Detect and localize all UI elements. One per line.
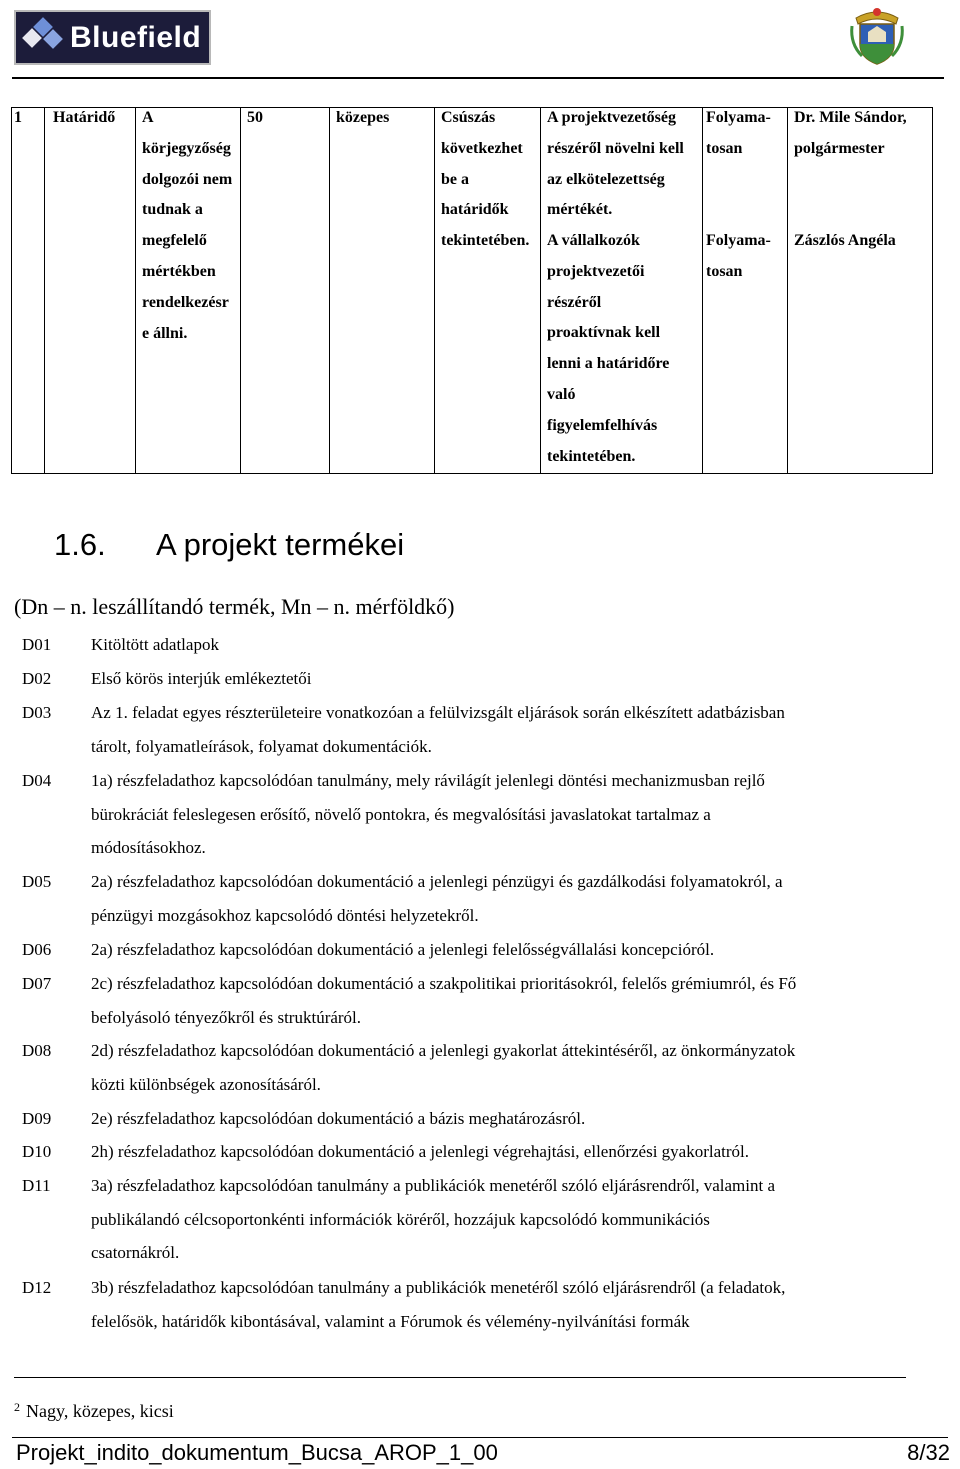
- deliverable-line: Az 1. feladat egyes részterületeire vonatkozóan a felülvizsgált eljárások során elkészített adatbázisban: [91, 703, 785, 722]
- bluefield-logo: [14, 10, 211, 65]
- footer-page-number: 8/32: [907, 1440, 950, 1465]
- risk-category: [53, 103, 115, 134]
- cell-line: Zászlós Angéla: [794, 232, 896, 249]
- cell-line: A vállalkozók: [547, 232, 640, 249]
- deliverable-line: közti különbségek azonosításáról.: [91, 1074, 321, 1094]
- deliverable-line: befolyásoló tényezőkről és struktúráról.: [91, 1007, 362, 1027]
- deliverable-code: D03: [22, 703, 52, 722]
- table-column-divider: [44, 107, 45, 474]
- cell-line: mértékét.: [547, 201, 613, 219]
- deliverable-code: D05: [22, 872, 52, 891]
- deliverable-text: [91, 764, 921, 865]
- deliverable-text: [91, 1102, 921, 1136]
- cell-text: Határidő: [53, 109, 116, 126]
- deliverable-text: [91, 1034, 921, 1101]
- risk-deadline-1: [706, 103, 771, 165]
- cell-line: Csúszás: [441, 109, 496, 126]
- cell-line: projektvezetői: [547, 262, 645, 280]
- table-column-divider: [787, 107, 788, 474]
- table-column-divider: [329, 107, 330, 474]
- risk-impact: [336, 103, 389, 134]
- deliverable-line: pénzügyi mozgásokhoz kapcsolódó döntési helyzetekről.: [91, 905, 479, 925]
- deliverable-code: D09: [22, 1109, 52, 1128]
- cell-line: lenni a határidőre: [547, 355, 670, 373]
- logo-mark: [22, 18, 66, 58]
- deliverable-text: [91, 1169, 921, 1270]
- cell-line: részéről: [547, 293, 602, 311]
- deliverable-line: 2h) részfeladathoz kapcsolódóan dokumentáció a jelenlegi végrehajtási, ellenőrzési gyakorlatról.: [91, 1142, 750, 1161]
- table-column-divider: [434, 107, 435, 474]
- logo-text: Bluefield: [70, 20, 202, 54]
- deliverable-code: D02: [22, 669, 52, 688]
- deliverable-line: 2d) részfeladathoz kapcsolódóan dokumentáció a jelenlegi gyakorlat áttekintéséről, az önkormányzatok: [91, 1041, 796, 1060]
- table-column-divider: [540, 107, 541, 474]
- deliverable-line: 2e) részfeladathoz kapcsolódóan dokumentáció a bázis meghatározásról.: [91, 1109, 586, 1128]
- deliverable-line: 2a) részfeladathoz kapcsolódóan dokumentáció a jelenlegi felelősségvállalási koncepcióról.: [91, 940, 715, 959]
- deliverable-line: publikálandó célcsoportonkénti információk köréről, hozzájuk kapcsolódó kommunikációs: [91, 1209, 710, 1229]
- risk-row-number: [14, 103, 22, 134]
- risk-measure-1: [547, 103, 684, 226]
- cell-line: tekintetében.: [547, 447, 636, 465]
- deliverable-line: bürokráciát feleslegesen erősítő, növelő pontokra, és megvalósítási javaslatokat tartalmaz a: [91, 804, 711, 824]
- risk-description: [142, 103, 232, 349]
- cell-line: az elkötelezettség: [547, 170, 665, 188]
- deliverable-text: [91, 933, 921, 967]
- deliverable-code: D07: [22, 974, 52, 993]
- footer-document-name: Projekt_indito_dokumentum_Bucsa_AROP_1_00: [16, 1440, 498, 1465]
- risk-deadline-2: [706, 226, 771, 288]
- cell-line: részéről növelni kell: [547, 139, 684, 157]
- deliverable-code: D06: [22, 940, 52, 959]
- deliverable-text: [91, 628, 921, 662]
- risk-owner-2: [794, 226, 896, 257]
- risk-measure-2: [547, 226, 669, 472]
- cell-line: polgármester: [794, 139, 885, 157]
- cell-line: tudnak a: [142, 201, 203, 219]
- deliverable-code: D08: [22, 1041, 52, 1060]
- cell-line: A projektvezetőség: [547, 109, 676, 126]
- table-column-divider: [702, 107, 703, 474]
- table-column-divider: [135, 107, 136, 474]
- deliverable-code: D11: [22, 1176, 51, 1195]
- cell-line: tekintetében.: [441, 232, 530, 250]
- section-number: 1.6.: [54, 527, 106, 562]
- cell-text: 50: [247, 109, 263, 126]
- deliverable-line: 2c) részfeladathoz kapcsolódóan dokumentáció a szakpolitikai prioritásokról, felelős grémiumról, és Fő: [91, 974, 797, 993]
- deliverable-code: D10: [22, 1142, 52, 1161]
- deliverable-text: [91, 865, 921, 932]
- cell-line: rendelkezésr: [142, 293, 229, 311]
- cell-line: figyelemfelhívás: [547, 416, 658, 434]
- deliverable-code: D12: [22, 1278, 52, 1297]
- coat-of-arms-icon: [848, 4, 906, 66]
- deliverable-line: módosításokhoz.: [91, 838, 206, 858]
- cell-line: be a: [441, 170, 469, 188]
- cell-line: tosan: [706, 262, 743, 280]
- cell-line: proaktívnak kell: [547, 324, 661, 342]
- cell-text: közepes: [336, 109, 390, 126]
- risk-effect: [441, 103, 529, 257]
- deliverable-text: [91, 1135, 921, 1169]
- cell-line: Folyama-: [706, 232, 771, 249]
- footnote-divider: [14, 1377, 906, 1378]
- deliverable-code: D01: [22, 635, 52, 654]
- deliverable-line: 2a) részfeladathoz kapcsolódóan dokumentáció a jelenlegi pénzügyi és gazdálkodási folyamatokról, a: [91, 872, 783, 891]
- deliverable-code: D04: [22, 771, 52, 790]
- section-heading: [54, 522, 404, 568]
- deliverable-line: tárolt, folyamatleírások, folyamat dokumentációk.: [91, 736, 432, 756]
- cell-line: Dr. Mile Sándor,: [794, 109, 907, 126]
- cell-line: e állni.: [142, 324, 188, 342]
- cell-line: tosan: [706, 139, 743, 157]
- deliverable-line: csatornákról.: [91, 1243, 180, 1263]
- deliverable-text: [91, 662, 921, 696]
- footnote-text: Nagy, közepes, kicsi: [26, 1401, 174, 1421]
- deliverable-text: [91, 1271, 921, 1338]
- deliverable-line: felelősök, határidők kibontásával, valamint a Fórumok és vélemény-nyilvánítási formák: [91, 1311, 690, 1331]
- deliverable-line: 3b) részfeladathoz kapcsolódóan tanulmány a publikációk menetéről szóló eljárásrendről (a feladatok,: [91, 1278, 786, 1297]
- deliverable-line: Kitöltött adatlapok: [91, 635, 219, 654]
- cell-line: mértékben: [142, 262, 216, 280]
- section-title: A projekt termékei: [156, 527, 405, 562]
- footnote-marker: 2: [14, 1400, 20, 1414]
- cell-line: következhet: [441, 139, 523, 157]
- risk-probability: [247, 103, 263, 134]
- deliverable-text: [91, 696, 921, 763]
- footnote: [14, 1400, 174, 1422]
- cell-line: A: [142, 109, 154, 126]
- deliverable-line: 1a) részfeladathoz kapcsolódóan tanulmány, mely rávilágít jelenlegi döntési mechanizmusban rejlő: [91, 771, 765, 790]
- section-subtitle: (Dn – n. leszállítandó termék, Mn – n. mérföldkő): [14, 594, 455, 619]
- risk-owner-1: [794, 103, 907, 165]
- table-column-divider: [240, 107, 241, 474]
- footer-divider: [12, 1437, 948, 1438]
- deliverable-text: [91, 967, 921, 1034]
- cell-line: Folyama-: [706, 109, 771, 126]
- cell-line: határidők: [441, 201, 509, 219]
- deliverable-line: Első körös interjúk emlékeztetői: [91, 669, 312, 688]
- cell-text: 1: [14, 109, 22, 126]
- cell-line: megfelelő: [142, 232, 207, 250]
- deliverable-line: 3a) részfeladathoz kapcsolódóan tanulmány a publikációk menetéről szóló eljárásrendről, valamint a: [91, 1176, 775, 1195]
- cell-line: való: [547, 385, 576, 403]
- cell-line: körjegyzőség: [142, 139, 231, 157]
- header-divider: [12, 77, 944, 79]
- cell-line: dolgozói nem: [142, 170, 233, 188]
